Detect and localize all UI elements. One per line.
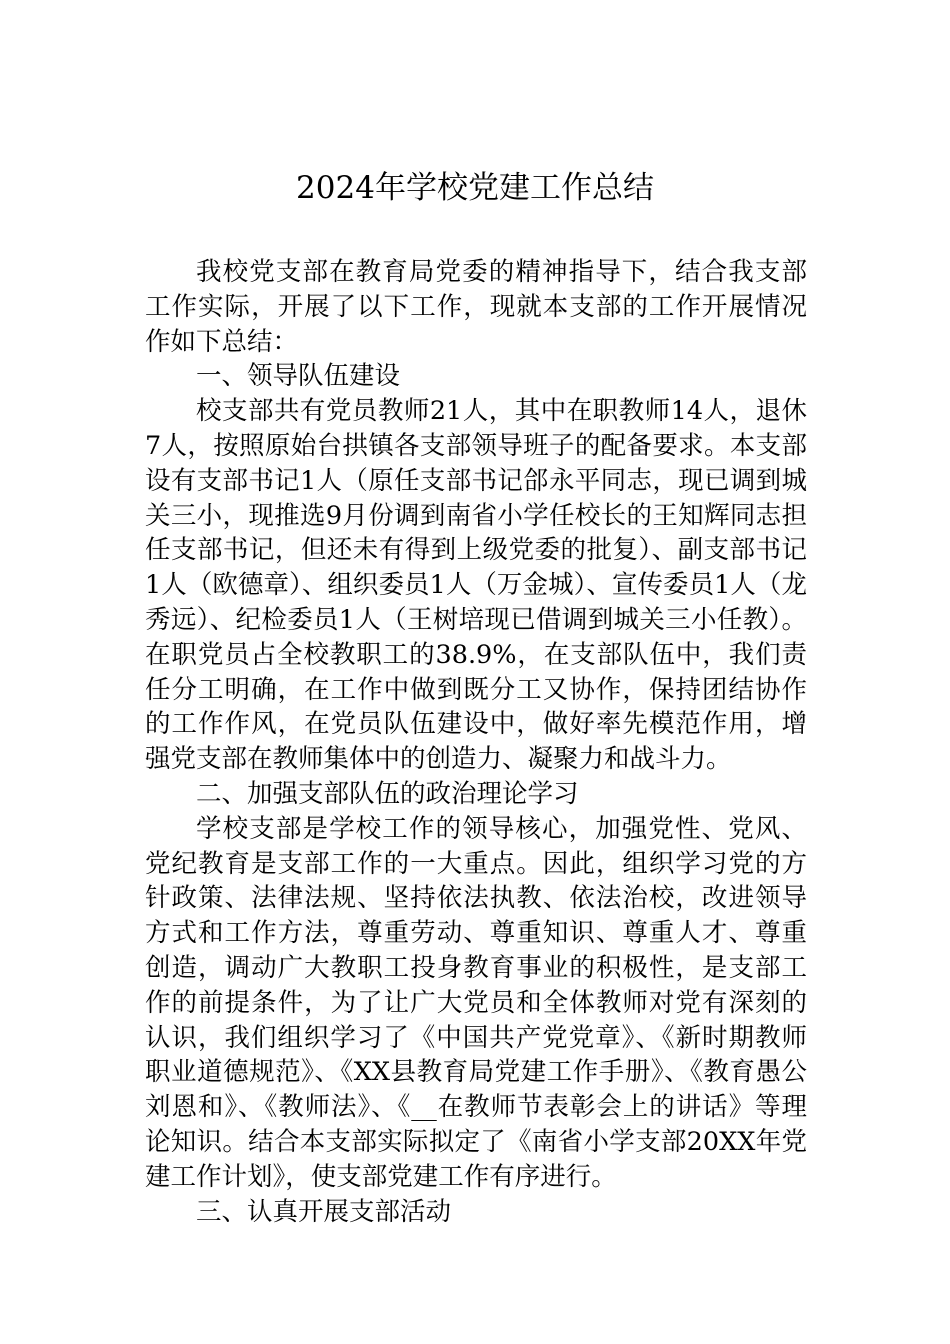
section-paragraph-1: 校支部共有党员教师21人，其中在职教师14人，退休7人，按照原始台拱镇各支部领导班子的配备要求。本支部设有支部书记1人（原任支部书记郃永平同志，现已调到城关三小，现推选9月份调到南省小学任校长的王知辉同志担任支部书记，但还未有得到上级党委的批复）、副支部书记1人（欧德章）、组织委员1人（万金城）、宣传委员1人（龙秀远）、纪检委员1人（王树培现已借调到城关三小任教）。在职党员占全校教职工的38.9%，在支部队伍中，我们责任分工明确，在工作中做到既分工又协作，保持团结协作的工作作风，在党员队伍建设中，做好率先模范作用，增强党支部在教师集体中的创造力、凝聚力和战斗力。 xyxy=(145,396,807,775)
document-title: 2024年学校党建工作总结 xyxy=(296,170,654,206)
section-heading-1: 一、领导队伍建设 xyxy=(196,361,401,392)
section-paragraph-2: 学校支部是学校工作的领导核心，加强党性、党风、党纪教育是支部工作的一大重点。因此，组织学习党的方针政策、法律法规、坚持依法执教、依法治校，改进领导方式和工作方法，尊重劳动、尊重知识、尊重人才、尊重创造，调动广大教职工投身教育事业的积极性，是支部工作的前提条件，为了让广大党员和全体教师对党有深刻的认识，我们组织学习了《中国共产党党章》、《新时期教师职业道德规范》、《XX县教育局党建工作手册》、《教育愚公刘恩和》、《教师法》、《__在教师节表彰会上的讲话》等理论知识。结合本支部实际拟定了《南省小学支部20XX年党建工作计划》，使支部党建工作有序进行。 xyxy=(145,813,807,1192)
section-heading-2: 二、加强支部队伍的政治理论学习 xyxy=(196,778,579,809)
section-heading-3: 三、认真开展支部活动 xyxy=(196,1196,452,1227)
document-body xyxy=(145,255,807,1229)
intro-paragraph: 我校党支部在教育局党委的精神指导下，结合我支部工作实际，开展了以下工作，现就本支部的工作开展情况作如下总结： xyxy=(145,257,807,357)
